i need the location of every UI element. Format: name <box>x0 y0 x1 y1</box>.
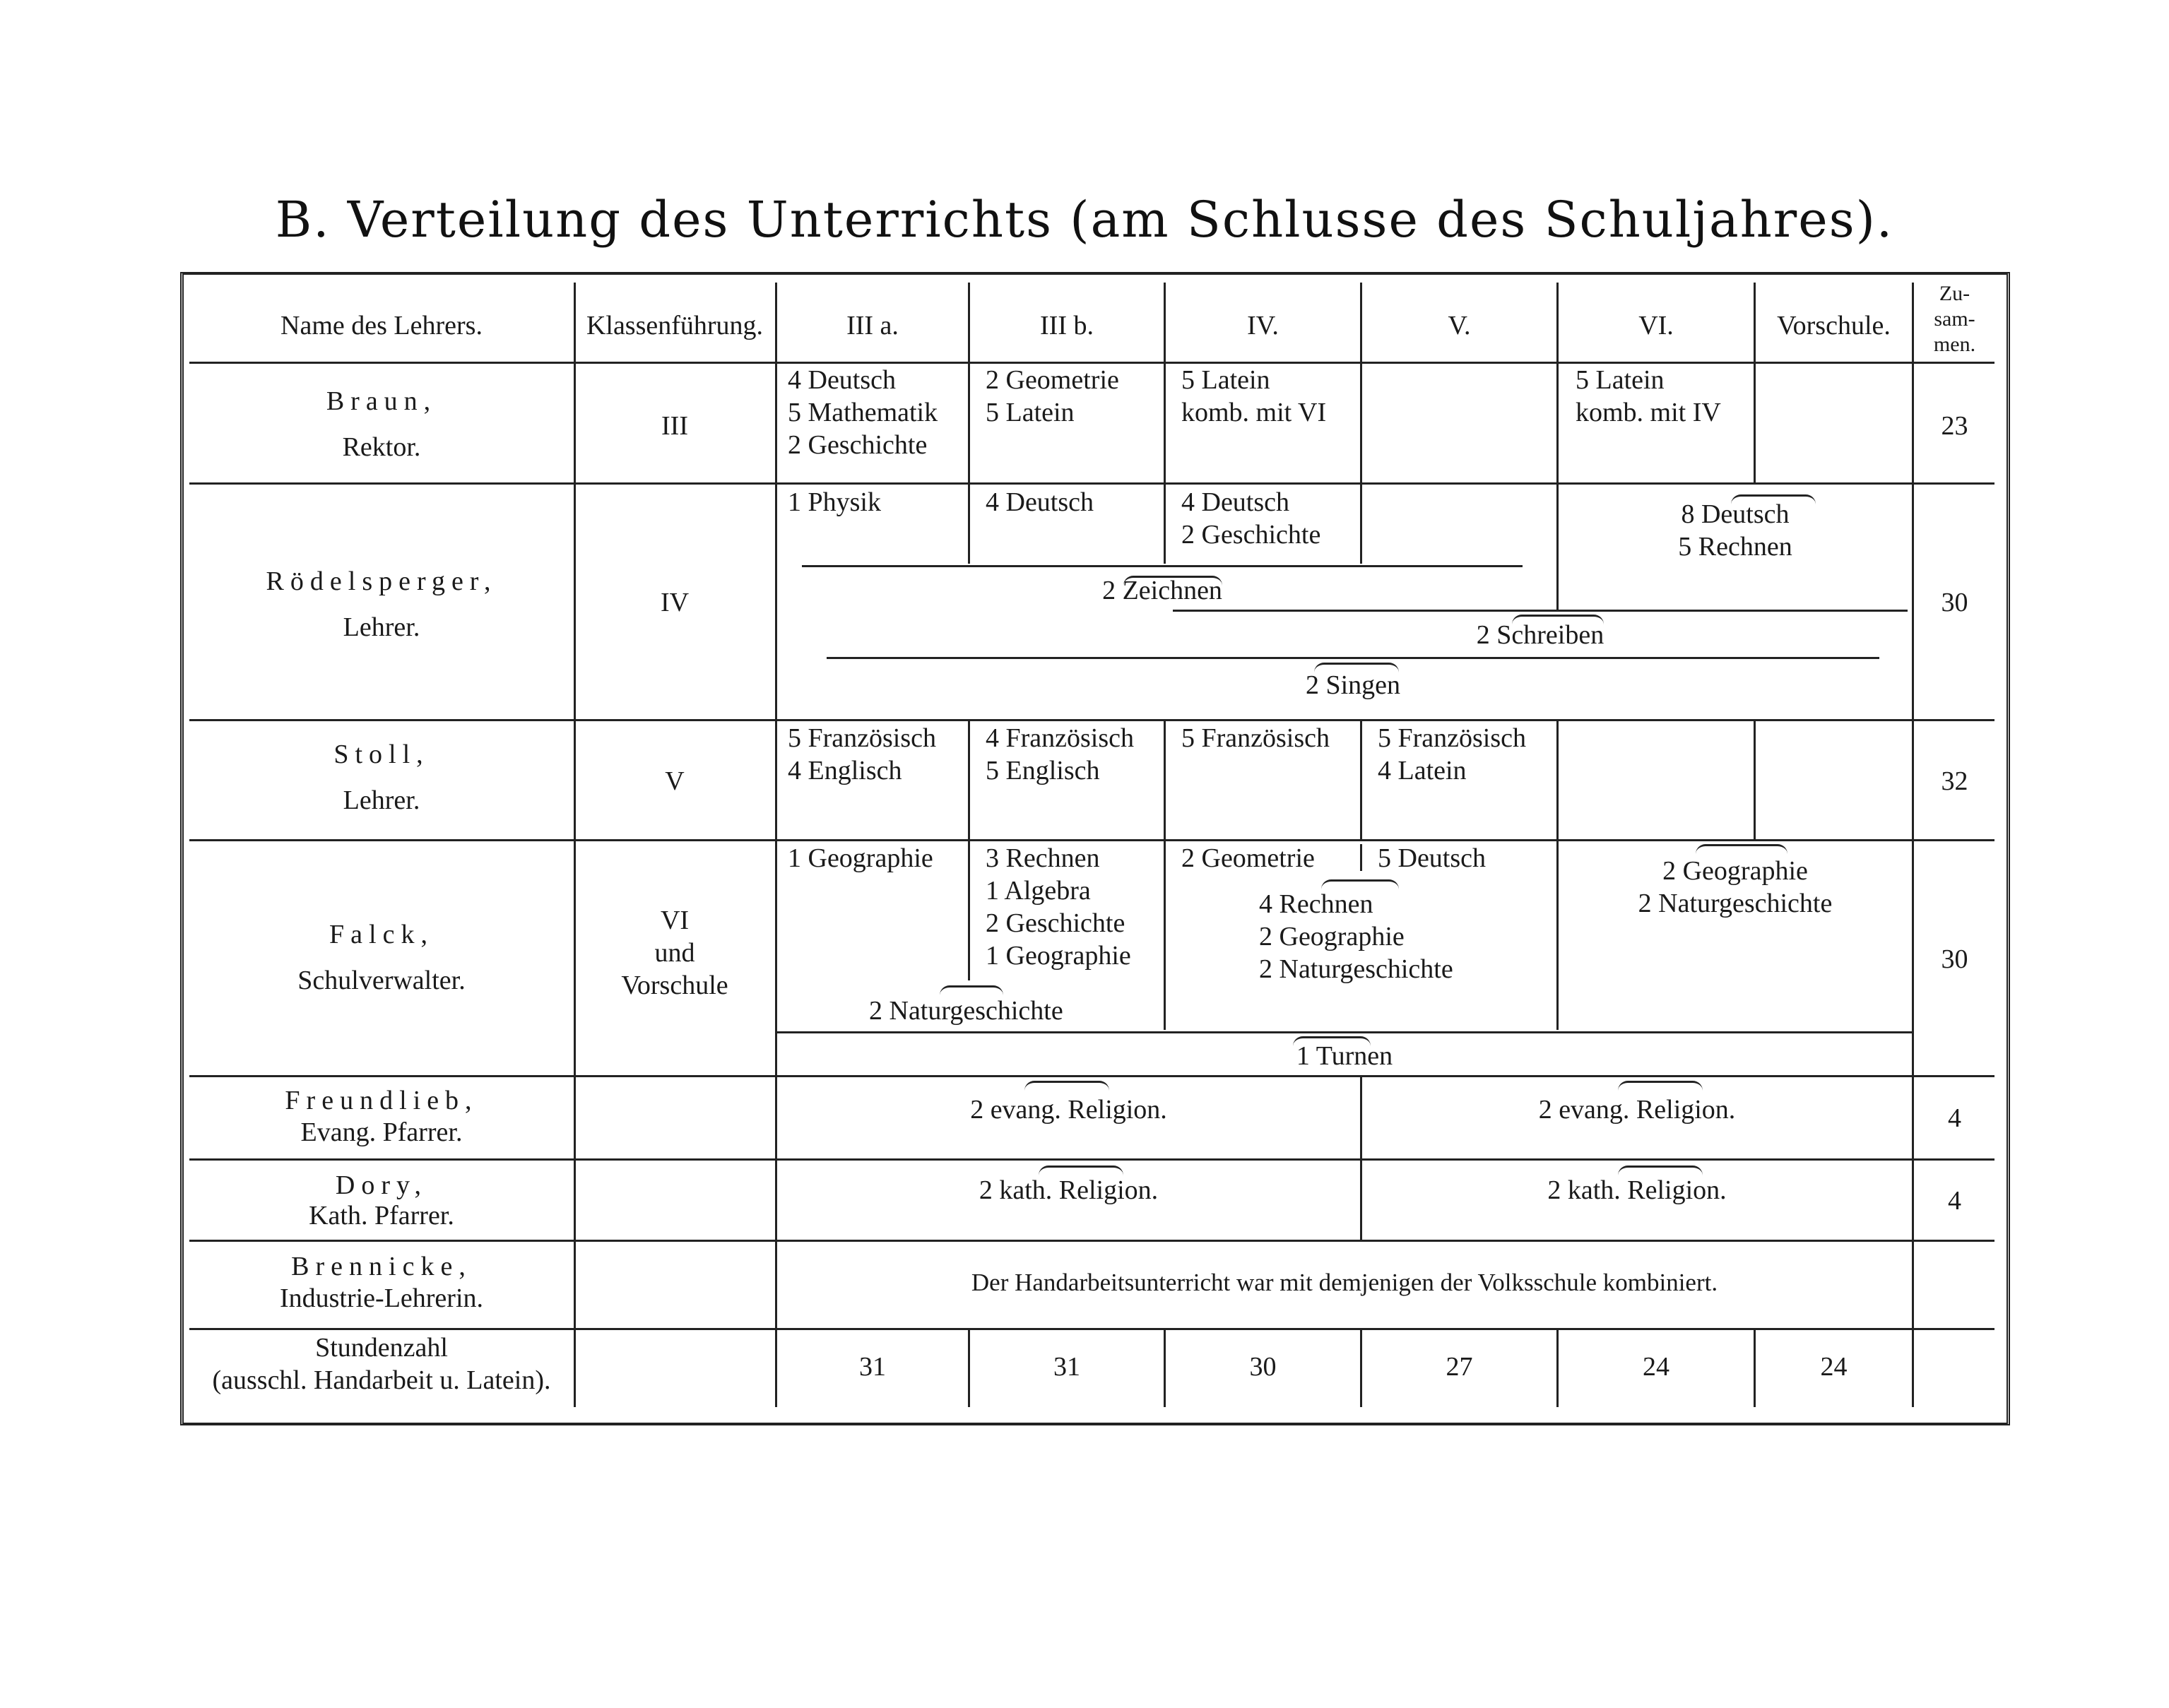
teacher-role: Schulverwalter. <box>297 966 466 995</box>
col-rule <box>1164 839 1166 1030</box>
teacher-name: Dory, <box>335 1170 428 1200</box>
header-iv: IV. <box>1247 311 1279 340</box>
subjects-iiib: 2 Geometrie 5 Latein <box>986 365 1119 427</box>
total-vorschule: 24 <box>1820 1352 1848 1382</box>
subjects-v: 5 Französisch 4 Latein <box>1378 723 1527 785</box>
col-rule <box>968 362 970 482</box>
subjects-iiia: 5 Französisch 4 Englisch <box>788 723 937 785</box>
col-rule <box>968 839 970 980</box>
col-rule <box>1164 362 1166 482</box>
subjects-vi-vorschule: 8 Deutsch 5 Rechnen <box>1678 499 1792 562</box>
total-v: 27 <box>1446 1352 1473 1382</box>
row-rule <box>189 1158 1994 1161</box>
header-iiia: III a. <box>846 311 899 340</box>
teacher-role: Rektor. <box>342 432 421 462</box>
religion-left: 2 kath. Religion. <box>979 1175 1159 1205</box>
header-sum: Zu- sam- men. <box>1933 282 1976 356</box>
col-rule <box>775 283 777 1407</box>
subjects-iv: 5 Latein komb. mit VI <box>1181 365 1327 427</box>
subjects-iv-v: 4 Rechnen 2 Geographie 2 Naturgeschichte <box>1259 889 1453 984</box>
page-title: B. Verteilung des Unterrichts (am Schlusse des Schuljahres). <box>275 191 1894 249</box>
turnen-span: 1 Turnen <box>1296 1041 1393 1071</box>
schreiben-span: 2 Schreiben <box>1476 620 1604 650</box>
class-lead: IV <box>660 588 690 617</box>
col-rule <box>1556 362 1559 482</box>
header-name: Name des Lehrers. <box>280 311 483 340</box>
brace <box>1024 1081 1109 1094</box>
teacher-name: Falck, <box>329 920 434 949</box>
span-rule <box>777 1031 1912 1033</box>
col-rule <box>1360 362 1362 482</box>
teacher-role: Evang. Pfarrer. <box>300 1117 463 1147</box>
class-lead: V <box>665 766 685 796</box>
row-rule <box>189 1328 1994 1330</box>
religion-right: 2 kath. Religion. <box>1547 1175 1727 1205</box>
col-rule <box>968 482 970 564</box>
class-lead: VI und Vorschule <box>621 906 728 1000</box>
zeichnen-span: 2 Zeichnen <box>1102 576 1222 605</box>
religion-left: 2 evang. Religion. <box>970 1095 1167 1125</box>
subjects-iiib: 4 Deutsch <box>986 487 1094 517</box>
subjects-iiia: 4 Deutsch 5 Mathematik 2 Geschichte <box>788 365 938 460</box>
subjects-iiib: 3 Rechnen 1 Algebra 2 Geschichte 1 Geographie <box>986 843 1131 971</box>
col-rule <box>1556 719 1559 839</box>
subjects-v: 5 Deutsch <box>1378 843 1487 873</box>
col-rule <box>1360 844 1362 871</box>
naturgeschichte-span: 2 Naturgeschichte <box>869 996 1063 1026</box>
teacher-name: Brennicke, <box>291 1252 472 1281</box>
teacher-name: Stoll, <box>333 740 430 769</box>
span-rule <box>827 657 1879 659</box>
hours-sum: 32 <box>1941 766 1968 796</box>
teacher-role: Lehrer. <box>343 785 420 815</box>
col-rule <box>1164 482 1166 564</box>
row-rule <box>189 1075 1994 1077</box>
col-rule <box>1164 719 1166 839</box>
subjects-iiib: 4 Französisch 5 Englisch <box>986 723 1135 785</box>
row-rule <box>189 1240 1994 1242</box>
teacher-role: Kath. Pfarrer. <box>309 1201 454 1230</box>
teacher-role: Lehrer. <box>343 612 420 642</box>
teacher-name: Rödelsperger, <box>266 567 497 596</box>
religion-right: 2 evang. Religion. <box>1538 1095 1736 1125</box>
total-iiib: 31 <box>1053 1352 1080 1382</box>
span-rule <box>1173 610 1908 612</box>
row-rule <box>189 719 1994 721</box>
col-rule <box>1754 719 1756 839</box>
hours-sum: 4 <box>1948 1103 1961 1133</box>
hours-sum: 30 <box>1941 588 1968 617</box>
span-rule <box>802 565 1523 567</box>
total-label: Stundenzahl (ausschl. Handarbeit u. Latein). <box>212 1333 551 1395</box>
total-iv: 30 <box>1249 1352 1277 1382</box>
col-rule <box>1360 719 1362 839</box>
row-rule <box>189 839 1994 841</box>
col-rule <box>1912 283 1914 1407</box>
row-rule <box>189 482 1994 485</box>
total-vi: 24 <box>1643 1352 1669 1382</box>
header-iiib: III b. <box>1040 311 1094 340</box>
subjects-iv: 2 Geometrie <box>1181 843 1315 873</box>
teacher-role: Industrie-Lehrerin. <box>279 1283 484 1313</box>
subjects-iv: 5 Französisch <box>1181 723 1330 753</box>
subjects-vi-vorschule: 2 Geographie 2 Naturgeschichte <box>1638 856 1833 918</box>
col-rule <box>574 283 576 1407</box>
subjects-iiia: 1 Geographie <box>788 843 933 873</box>
handarbeit-note: Der Handarbeitsunterricht war mit demjenigen der Volksschule kombiniert. <box>971 1269 1718 1296</box>
hours-sum: 30 <box>1941 944 1968 974</box>
singen-span: 2 Singen <box>1305 670 1401 700</box>
subjects-vi: 5 Latein komb. mit IV <box>1576 365 1721 427</box>
total-iiia: 31 <box>859 1352 886 1382</box>
class-lead: III <box>661 411 688 441</box>
subjects-iv: 4 Deutsch 2 Geschichte <box>1181 487 1321 550</box>
teacher-name: Freundlieb, <box>285 1086 478 1115</box>
header-vi: VI. <box>1638 311 1674 340</box>
col-rule <box>1360 482 1362 564</box>
subjects-iiia: 1 Physik <box>788 487 881 517</box>
header-v: V. <box>1448 311 1471 340</box>
brace <box>1618 1081 1703 1094</box>
col-rule <box>1754 362 1756 482</box>
header-klassen: Klassenführung. <box>586 311 764 340</box>
hours-sum: 23 <box>1941 411 1968 441</box>
header-vorschule: Vorschule. <box>1777 311 1891 340</box>
hours-sum: 4 <box>1948 1186 1961 1216</box>
teacher-name: Braun, <box>326 386 437 416</box>
col-rule <box>968 719 970 839</box>
